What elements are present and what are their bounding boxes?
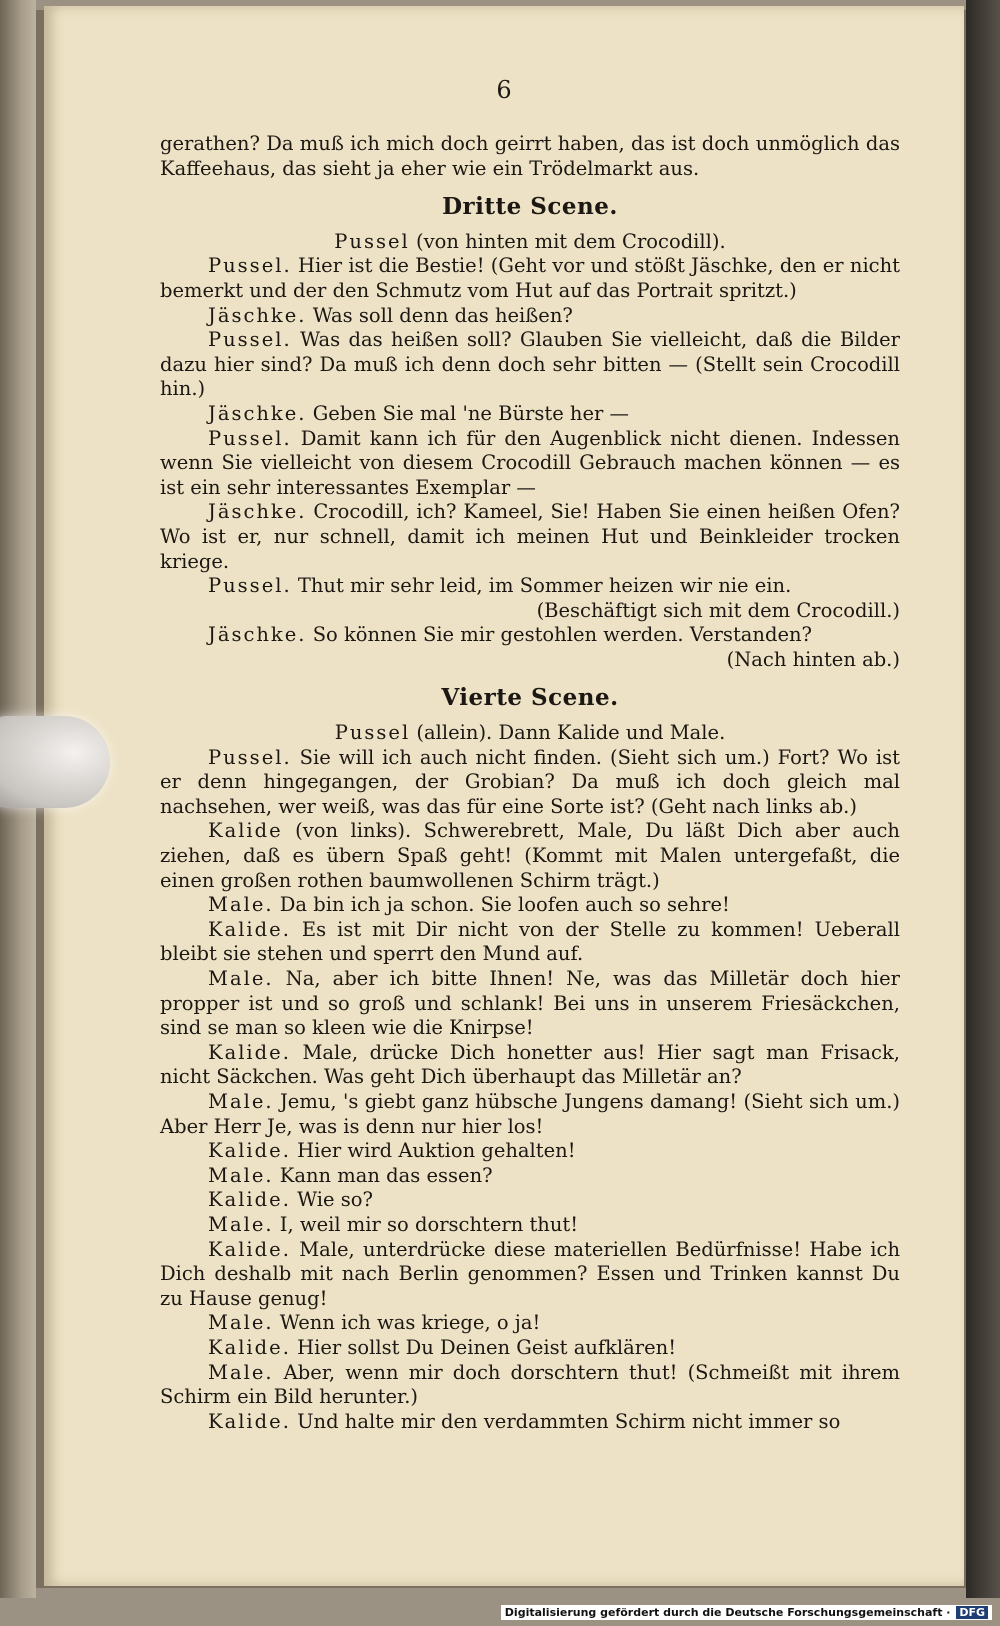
speaker-name: Kalide. <box>208 1139 291 1163</box>
speaker-name: Kalide. <box>208 1188 291 1212</box>
speaker-name: Kalide <box>208 819 283 843</box>
paragraph-text: So können Sie mir gestohlen werden. Verstanden? <box>306 623 812 647</box>
scan-right-edge <box>966 0 1000 1598</box>
text-paragraph <box>160 918 900 967</box>
speaker-name: Jäschke. <box>208 303 307 327</box>
text-paragraph <box>160 500 900 574</box>
scene-heading: Dritte Scene. <box>442 193 618 221</box>
paragraph-text: Geben Sie mal 'ne Bürste her — <box>306 401 630 425</box>
speaker-name: Jäschke. <box>208 500 307 524</box>
text-paragraph <box>160 1311 900 1336</box>
text-paragraph <box>160 304 900 329</box>
speaker-name: Pussel <box>334 721 411 745</box>
text-paragraph <box>160 721 900 746</box>
text-paragraph <box>160 819 900 893</box>
paragraph-text: Hier sollst Du Deinen Geist aufklären! <box>290 1335 677 1359</box>
paragraph-text: (von hinten mit dem Crocodill). <box>409 229 726 253</box>
paragraph-text: Sie will ich auch nicht finden. (Sieht sich um.) Fort? Wo ist er denn hingegangen, der Grobian? Da muß ich doch gleich mal nachsehen, wer weiß, was das für eine Sorte ist? (Geht nach links ab.) <box>160 745 900 818</box>
text-paragraph <box>160 230 900 255</box>
speaker-name: Male. <box>208 1212 274 1236</box>
text-paragraph <box>160 1238 900 1312</box>
text-paragraph <box>160 254 900 303</box>
paragraph-text: (allein). Dann Kalide und Male. <box>410 721 726 745</box>
scene-heading: Vierte Scene. <box>441 684 619 712</box>
speaker-name: Male. <box>208 1163 274 1187</box>
text-paragraph <box>160 623 900 648</box>
speaker-name: Pussel. <box>208 426 292 450</box>
speaker-name: Pussel. <box>208 328 292 352</box>
paragraph-text: Kann man das essen? <box>273 1163 493 1187</box>
text-paragraph <box>160 648 900 673</box>
paragraph-text: (Beschäftigt sich mit dem Crocodill.) <box>536 598 900 622</box>
text-paragraph <box>160 1041 900 1090</box>
footer-text: Digitalisierung gefördert durch die Deutsche Forschungsgemeinschaft <box>504 1606 943 1619</box>
text-paragraph <box>160 1213 900 1238</box>
speaker-name: Male. <box>208 1089 274 1113</box>
speaker-name: Kalide. <box>208 917 291 941</box>
paragraph-text: gerathen? Da muß ich mich doch geirrt haben, das ist doch unmöglich das Kaffeehaus, das sieht ja eher wie ein Trödelmarkt aus. <box>160 132 900 180</box>
paragraph-text: Hier ist die Bestie! (Geht vor und stößt Jäschke, den er nicht bemerkt und der den Schmutz vom Hut auf das Portrait spritzt.) <box>160 254 900 302</box>
text-paragraph <box>160 746 900 820</box>
paragraph-text: Aber, wenn mir doch dorschtern thut! (Schmeißt mit ihrem Schirm ein Bild herunter.) <box>160 1360 900 1409</box>
speaker-name: Jäschke. <box>208 623 307 647</box>
paragraph-text: (Nach hinten ab.) <box>726 647 900 671</box>
speaker-name: Kalide. <box>208 1335 291 1359</box>
paragraph-text: Wie so? <box>290 1188 373 1212</box>
dfg-logo: DFG <box>956 1606 988 1619</box>
paragraph-text: Thut mir sehr leid, im Sommer heizen wir nie ein. <box>291 574 792 598</box>
paragraph-text: Male, unterdrücke diese materiellen Bedürfnisse! Habe ich Dich deshalb mit nach Berlin genommen? Essen und Trinken kannst Du zu Hause genug! <box>160 1237 900 1310</box>
text-paragraph <box>160 328 900 402</box>
speaker-name: Pussel. <box>208 254 292 278</box>
text-paragraph <box>160 599 900 624</box>
paragraph-text: I, weil mir so dorschtern thut! <box>273 1212 579 1236</box>
paragraph-text: Es ist mit Dir nicht von der Stelle zu kommen! Ueberall bleibt sie stehen und sperrt den Mund auf. <box>160 917 900 966</box>
paragraph-text: Na, aber ich bitte Ihnen! Ne, was das Milletär doch hier propper ist und so groß und schlank! Bei uns in unserem Friesäckchen, sind se man so kleen wie die Knirpse! <box>160 967 900 1040</box>
text-paragraph <box>160 1090 900 1139</box>
digitization-footer: Digitalisierung gefördert durch die Deutsche Forschungsgemeinschaft · DFG <box>501 1605 992 1620</box>
paragraph-text: (von links). Schwerebrett, Male, Du läßt Dich aber auch ziehen, daß es übern Spaß geht! (Kommt mit Malen untergefaßt, die einen großen rothen baumwollenen Schirm trägt.) <box>160 819 900 892</box>
speaker-name: Pussel. <box>208 745 292 769</box>
paragraph-text: Wenn ich was kriege, o ja! <box>273 1311 541 1335</box>
paragraph-text: Was das heißen soll? Glauben Sie vielleicht, daß die Bilder dazu hier sind? Da muß ich denn doch sehr bitten — (Stellt sein Crocodill hin.) <box>160 328 900 401</box>
paragraph-text: Was soll denn das heißen? <box>306 303 573 327</box>
paragraph-text: Da bin ich ja schon. Sie loofen auch so sehre! <box>273 893 730 917</box>
speaker-name: Male. <box>208 967 274 990</box>
speaker-name: Pussel. <box>208 574 292 598</box>
speaker-name: Kalide. <box>208 1237 291 1261</box>
paragraph-text: Male, drücke Dich honetter aus! Hier sagt man Frisack, nicht Säckchen. Was geht Dich überhaupt das Milletär an? <box>160 1040 900 1089</box>
text-paragraph <box>160 967 900 1041</box>
page-text <box>160 132 900 1434</box>
paragraph-text: Crocodill, ich? Kameel, Sie! Haben Sie einen heißen Ofen? Wo ist er, nur schnell, damit ich meinen Hut und Beinkleider trocken kriege. <box>160 500 900 573</box>
speaker-name: Pussel <box>334 229 410 253</box>
book-page <box>44 6 964 1586</box>
text-paragraph <box>160 1164 900 1189</box>
speaker-name: Kalide. <box>208 1409 291 1433</box>
text-paragraph <box>160 893 900 918</box>
paragraph-text: Und halte mir den verdammten Schirm nicht immer so <box>290 1409 841 1433</box>
speaker-name: Male. <box>208 893 274 917</box>
text-paragraph <box>160 1361 900 1410</box>
speaker-name: Male. <box>208 1311 274 1335</box>
text-paragraph <box>160 1336 900 1361</box>
text-paragraph <box>160 574 900 599</box>
paragraph-text: Damit kann ich für den Augenblick nicht dienen. Indessen wenn Sie vielleicht von diesem Crocodill Gebrauch machen können — es ist ein sehr interessantes Exemplar — <box>160 426 900 499</box>
speaker-name: Kalide. <box>208 1040 291 1064</box>
thumb-overlay <box>0 716 110 808</box>
text-paragraph <box>160 1410 900 1435</box>
speaker-name: Jäschke. <box>208 401 307 425</box>
paragraph-text: Hier wird Auktion gehalten! <box>290 1139 576 1163</box>
text-paragraph <box>160 427 900 501</box>
text-paragraph <box>160 132 900 181</box>
text-paragraph <box>160 1139 900 1164</box>
paragraph-text: Jemu, 's giebt ganz hübsche Jungens damang! (Sieht sich um.) Aber Herr Je, was is denn nur hier los! <box>160 1089 900 1138</box>
speaker-name: Male. <box>208 1360 274 1384</box>
text-paragraph <box>160 1188 900 1213</box>
page-number: 6 <box>496 76 512 104</box>
text-paragraph <box>160 402 900 427</box>
